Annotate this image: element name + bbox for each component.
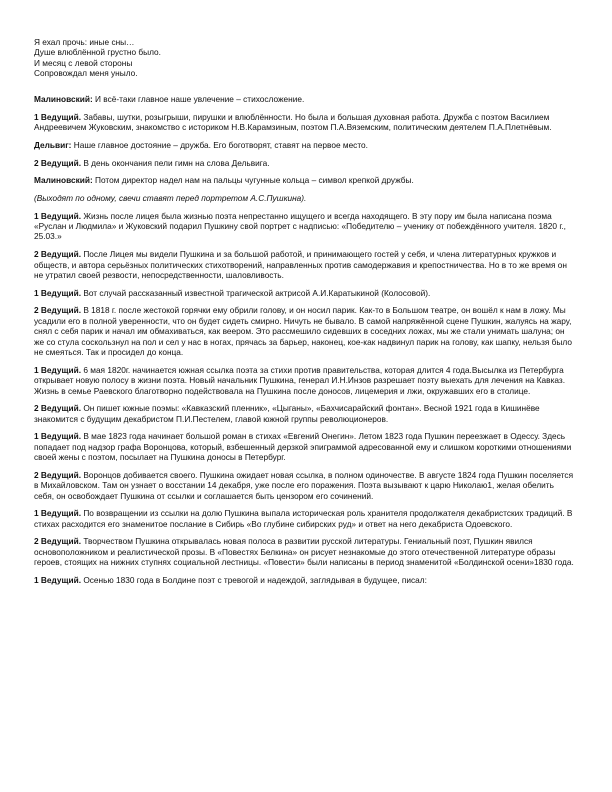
poem-line: Душе влюблённой грустно было. — [34, 47, 161, 58]
paragraph — [34, 175, 576, 185]
speaker-label: 2 Ведущий. — [34, 536, 82, 547]
poem-line: Сопровождал меня уныло. — [34, 68, 138, 79]
poem-line: И месяц с левой стороны — [34, 57, 133, 68]
paragraph-text: В день окончания пели гимн на слова Дельвига. — [81, 157, 270, 168]
speaker-label: 2 Ведущий. — [34, 305, 82, 316]
paragraph-text: Воронцов добивается своего. Пушкина ожидает новая ссылка, в полном одиночестве. В августе 1824 года Пушкин поселяется в Михайловском. Там он узнает о восстании 14 декабря, уже после его поражения. Поэта вызывают к царю Николаю1, желая обелить себя, он освобождает Пушкина от ссылки и соглашается быть цензором его сочинений. — [34, 469, 574, 501]
paragraph-text: Потом директор надел нам на пальцы чугунные кольца – символ крепкой дружбы. — [92, 175, 414, 186]
paragraph — [34, 288, 576, 298]
paragraph-text: Жизнь после лицея была жизнью поэта непрестанно ищущего и всегда находящего. В эту пору им была написана поэма «Руслан и Людмила» и Жуковский подарил Пушкину свой портрет с надписью: «Победителю – ученику от побеждённого учителя. 1820 г., 25.03.» — [34, 210, 566, 242]
paragraph — [34, 112, 576, 133]
paragraph-text: Он пишет южные поэмы: «Кавказский пленник», «Цыганы», «Бахчисарайский фонтан». Весной 1921 года в Кишинёве знакомится с будущим декабристом П.И.Пестелем, главой южной группы революционеров. — [34, 403, 540, 424]
paragraph — [34, 158, 576, 168]
paragraph — [34, 470, 576, 501]
paragraph-text: После Лицея мы видели Пушкина и за большой работой, и принимающего гостей у себя, и члена литературных кружков и обществ, и автора серьёзных политических стихотворений, направленных против самодержавия и крепостничества. Но в то же время он не утратил своей резвости, непосредственности, шаловливость. — [34, 249, 567, 280]
paragraph-text: Творчеством Пушкина открывалась новая полоса в развитии русской литературы. Гениальный поэт, Пушкин явился основоположником и реалистической прозы. В «Повестях Белкина» он рисует незнакомые до этого отечественной литературе образы героев, стоящих на нижних ступнях социальной лестницы. «Повести» были написаны в период знаменитой «Болдинской осени»1830 года. — [34, 536, 574, 568]
document-body — [34, 94, 576, 593]
paragraph-text: Забавы, шутки, розыгрыши, пирушки и влюблённости. Но была и большая духовная работа. Дружба с поэтом Василием Андреевичем Жуковским, знакомство с историком Н.В.Карамзиным, поэтом П.А.Вяземским, политическим деятелем П.А.Плетнёвым. — [34, 111, 552, 133]
speaker-label: 1 Ведущий. — [34, 431, 82, 442]
paragraph — [34, 305, 576, 357]
speaker-label: 1 Ведущий. — [34, 210, 82, 221]
paragraph — [34, 508, 576, 529]
stage-direction-text: (Выходят по одному, свечи ставят перед портретом А.С.Пушкина). — [34, 192, 307, 203]
speaker-label: 2 Ведущий. — [34, 469, 82, 480]
speaker-label: Малиновский: — [34, 94, 93, 104]
paragraph — [34, 431, 576, 462]
poem-stanza — [34, 37, 574, 79]
paragraph-text: Вот случай рассказанный известной трагической актрисой А.И.Каратыкиной (Колосовой). — [81, 287, 431, 298]
paragraph — [34, 140, 576, 150]
speaker-label: 1 Ведущий. — [34, 364, 82, 375]
speaker-label: 1 Ведущий. — [34, 574, 82, 585]
paragraph — [34, 94, 576, 104]
speaker-label: 1 Ведущий. — [34, 111, 82, 122]
paragraph — [34, 249, 576, 280]
speaker-label: 2 Ведущий. — [34, 403, 82, 414]
paragraph-text: В 1818 г. после жестокой горячки ему обрили голову, и он носил парик. Как-то в Большом театре, он вошёл к нам в ложу. Мы усадили его в полной уверенности, что он будет сидеть смирно. Ничуть не бывало. В самой напряжённой сцене Пушкин, жалуясь на жару, снял с себя парик и начал им обмахиваться, как веером. Это рассмешило сидевших в соседних ложах, мы же стали унимать шалуна; он же со стула соскользнул на пол и сел у нас в ногах, прячась за барьер, наконец, кое-как надвинул парик на голову, как шапку, нельзя было не смеяться. Так и просидел до конца. — [34, 305, 572, 357]
speaker-label: 1 Ведущий. — [34, 508, 82, 519]
poem-line: Я ехал прочь: иные сны… — [34, 37, 135, 47]
paragraph — [34, 365, 576, 396]
speaker-label: 2 Ведущий. — [34, 157, 82, 168]
paragraph-text: Наше главное достояние – дружба. Его боготворят, ставят на первое место. — [71, 139, 368, 150]
speaker-label: Дельвиг: — [34, 139, 72, 150]
paragraph-text: В мае 1823 года начинает большой роман в стихах «Евгений Онегин». Летом 1823 года Пушкин переезжает в Одессу. Здесь попадает под надзор графа Воронцова, который, взбешенный дерзкой эпиграммой адресованной ему и слишком короткими отношениями своей жены с поэтом, посылает на Пушкина доносы в Петербург. — [34, 431, 572, 463]
paragraph — [34, 536, 576, 567]
paragraph — [34, 211, 576, 242]
paragraph-text: И всё-таки главное наше увлечение – стихосложение. — [92, 94, 305, 104]
paragraph-text: По возвращении из ссылки на долю Пушкина выпала историческая роль хранителя продолжателя декабристских традиций. В стихах расходится его знаменитое послание в Сибирь «Во глубине сибирских руд» и ответ на него декабриста Одоевского. — [34, 508, 573, 529]
paragraph-text: 6 мая 1820г. начинается южная ссылка поэта за стихи против правительства, которая длится 4 года.Высылка из Петербурга открывает новую полосу в жизни поэта. Новый начальник Пушкина, генерал И.Н.Инзов разрешает поэту выехать для лечения на Кавказ. Жизнь в семье Раевского благотворно подействовала на Пушкина после доносов, лицемерия и лжи, окружавших его в столице. — [34, 364, 566, 396]
paragraph — [34, 403, 576, 424]
paragraph — [34, 575, 576, 585]
speaker-label: 1 Ведущий. — [34, 287, 82, 298]
speaker-label: Малиновский: — [34, 175, 93, 186]
speaker-label: 2 Ведущий. — [34, 249, 82, 260]
paragraph-text: Осенью 1830 года в Болдине поэт с тревогой и надеждой, заглядывая в будущее, писал: — [81, 574, 427, 585]
stage-direction — [34, 193, 576, 203]
